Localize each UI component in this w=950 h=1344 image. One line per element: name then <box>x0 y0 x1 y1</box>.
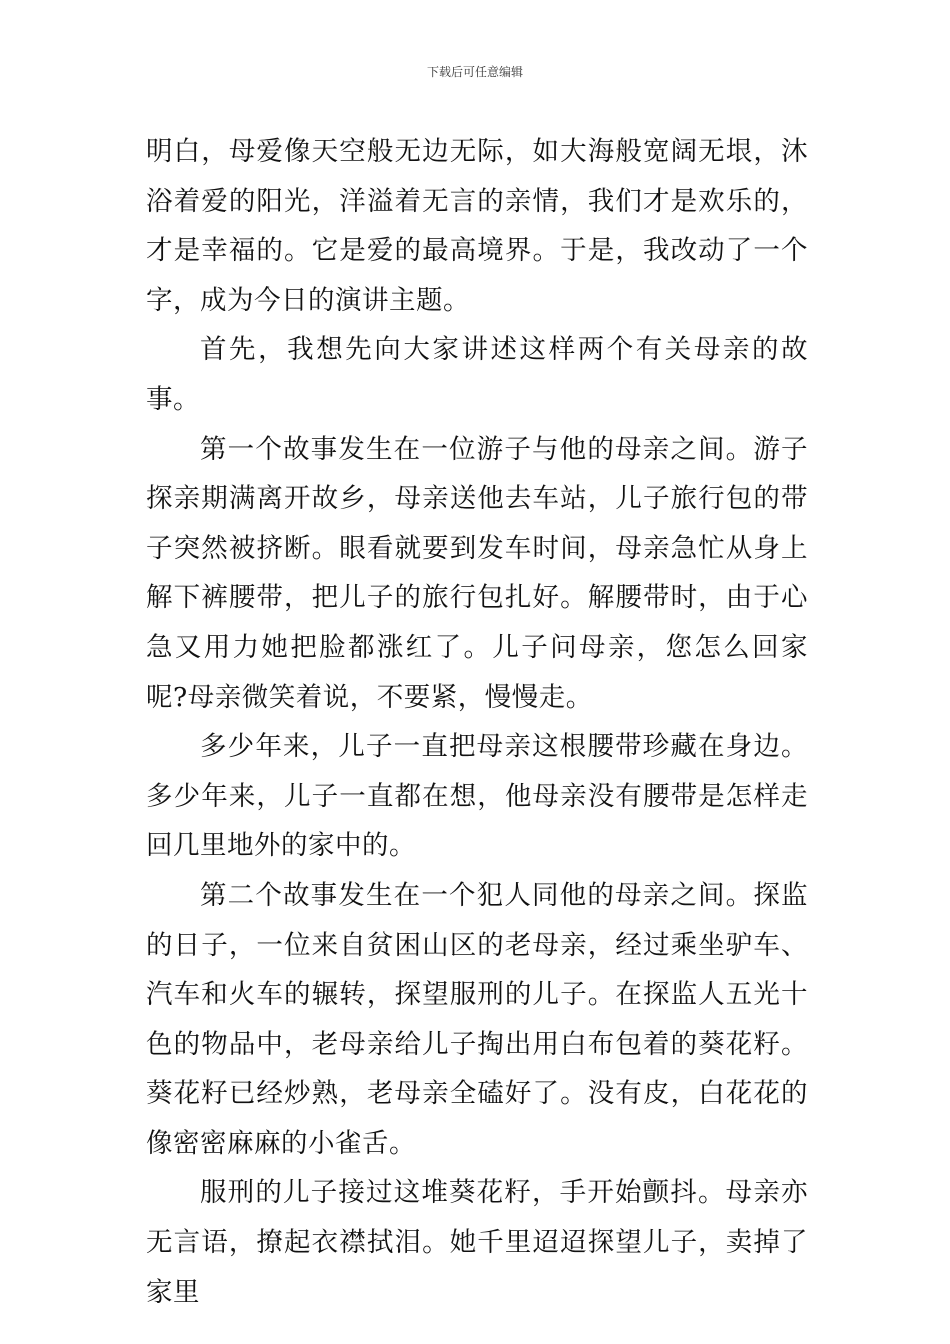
paragraph-4: 多少年来，儿子一直把母亲这根腰带珍藏在身边。多少年来，儿子一直都在想，他母亲没有腰带是怎样走回几里地外的家中的。 <box>146 731 808 862</box>
document-body <box>146 127 808 1317</box>
page-header: 下载后可任意编辑 <box>426 65 523 79</box>
paragraph-6: 服刑的儿子接过这堆葵花籽，手开始颤抖。母亲亦无言语，撩起衣襟拭泪。她千里迢迢探望儿子，卖掉了家里 <box>146 1177 808 1308</box>
paragraph-3: 第一个故事发生在一位游子与他的母亲之间。游子探亲期满离开故乡，母亲送他去车站，儿子旅行包的带子突然被挤断。眼看就要到发车时间，母亲急忙从身上解下裤腰带，把儿子的旅行包扎好。解腰带时，由于心急又用力她把脸都涨红了。儿子问母亲，您怎么回家呢?母亲微笑着说，不要紧，慢慢走。 <box>146 433 808 713</box>
paragraph-1: 明白，母爱像天空般无边无际，如大海般宽阔无垠，沐浴着爱的阳光，洋溢着无言的亲情，我们才是欢乐的，才是幸福的。它是爱的最高境界。于是，我改动了一个字，成为今日的演讲主题。 <box>146 136 808 316</box>
paragraph-2: 首先，我想先向大家讲述这样两个有关母亲的故事。 <box>146 334 808 415</box>
paragraph-5: 第二个故事发生在一个犯人同他的母亲之间。探监的日子，一位来自贫困山区的老母亲，经过乘坐驴车、汽车和火车的辗转，探望服刑的儿子。在探监人五光十色的物品中，老母亲给儿子掏出用白布包着的葵花籽。葵花籽已经炒熟，老母亲全磕好了。没有皮，白花花的像密密麻麻的小雀舌。 <box>146 879 808 1159</box>
